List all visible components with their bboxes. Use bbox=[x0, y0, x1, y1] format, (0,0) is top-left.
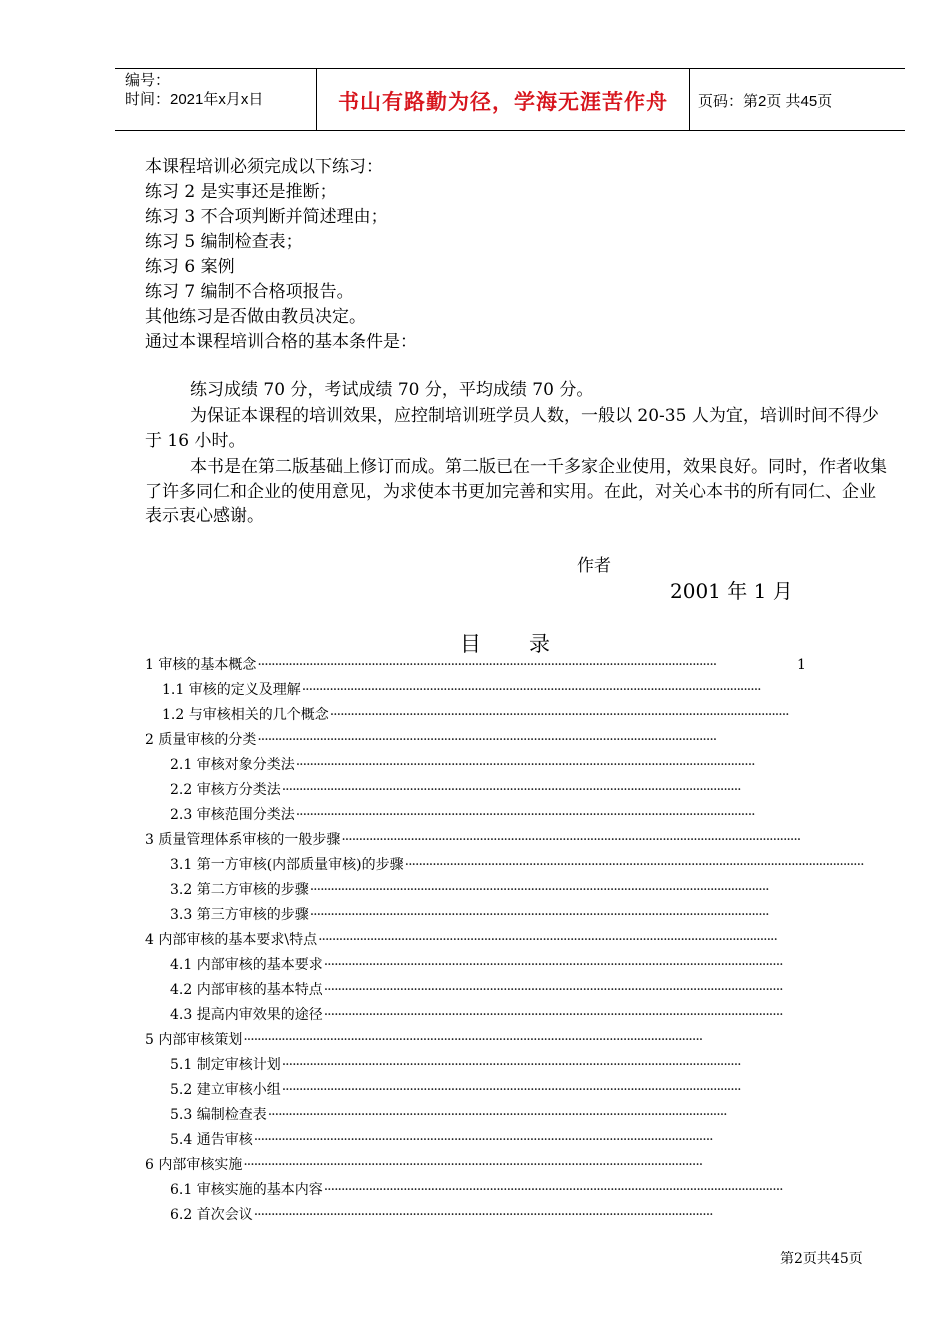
toc-leader: ····································································································································· bbox=[404, 857, 864, 873]
toc-entry[interactable] bbox=[170, 956, 795, 974]
toc-entry[interactable] bbox=[162, 706, 798, 724]
toc-entry-label: 4.1 内部审核的基本要求 bbox=[170, 957, 323, 973]
toc-leader: ····································································································································· bbox=[267, 1107, 727, 1123]
exercise-line: 练习 5 编制检查表； bbox=[145, 232, 303, 252]
toc-entry-label: 1.2 与审核相关的几个概念 bbox=[162, 707, 329, 723]
toc-entry-label: 5.1 制定审核计划 bbox=[170, 1057, 281, 1073]
toc-entry[interactable] bbox=[145, 1031, 798, 1049]
toc-leader: ····································································································································· bbox=[301, 682, 761, 698]
toc-entry-label: 2.1 审核对象分类法 bbox=[170, 757, 295, 773]
toc-entry[interactable] bbox=[170, 756, 798, 774]
toc-leader: ····································································································································· bbox=[243, 1032, 703, 1048]
page-header bbox=[115, 68, 905, 131]
toc-leader: ····································································································································· bbox=[281, 1082, 741, 1098]
toc-entry[interactable] bbox=[170, 1006, 795, 1024]
toc-entry[interactable] bbox=[170, 1081, 798, 1099]
toc-entry[interactable] bbox=[145, 931, 795, 949]
toc-entry-label: 1.1 审核的定义及理解 bbox=[162, 682, 301, 698]
toc-entry-label: 5.4 通告审核 bbox=[170, 1132, 253, 1148]
toc-entry[interactable] bbox=[145, 1156, 795, 1174]
scores-line: 练习成绩 70 分，考试成绩 70 分，平均成绩 70 分。 bbox=[190, 380, 594, 400]
toc-leader: ····································································································································· bbox=[295, 807, 755, 823]
document-number-label: 编号： bbox=[125, 72, 171, 89]
toc-entry-label: 3.1 第一方审核(内部质量审核)的步骤 bbox=[170, 857, 404, 873]
toc-entry-label: 6.1 审核实施的基本内容 bbox=[170, 1182, 323, 1198]
intro-line: 本课程培训必须完成以下练习： bbox=[145, 157, 383, 177]
toc-leader: ····································································································································· bbox=[318, 932, 777, 948]
toc-entry-label: 4.2 内部审核的基本特点 bbox=[170, 982, 323, 998]
header-page-cell bbox=[690, 69, 905, 130]
toc-leader: ····································································································································· bbox=[309, 882, 769, 898]
toc-page-number: 1 bbox=[797, 657, 806, 673]
document-time-label: 时间：2021年x月x日 bbox=[125, 91, 264, 108]
toc-entry-label: 3.2 第二方审核的步骤 bbox=[170, 882, 309, 898]
exercise-line: 练习 2 是实事还是推断； bbox=[145, 182, 337, 202]
toc-entry-label: 2.3 审核范围分类法 bbox=[170, 807, 295, 823]
toc-leader: ····································································································································· bbox=[253, 1132, 713, 1148]
toc-entry[interactable] bbox=[170, 1181, 795, 1199]
toc-entry[interactable] bbox=[162, 681, 798, 699]
toc-entry-label: 2.2 审核方分类法 bbox=[170, 782, 281, 798]
toc-entry[interactable] bbox=[170, 1206, 795, 1224]
toc-leader: ····································································································································· bbox=[281, 782, 741, 798]
toc-leader: ····································································································································· bbox=[309, 907, 769, 923]
toc-entry-label: 4 内部审核的基本要求\特点 bbox=[145, 932, 318, 948]
paragraph-class-size: 为保证本课程的培训效果，应控制培训班学员人数，一般以 20-35 人为宜，培训时间不得少于 16 小时。 bbox=[145, 406, 879, 451]
other-exercises-line: 其他练习是否做由教员决定。 bbox=[145, 307, 366, 327]
motto-text: 书山有路勤为径，学海无涯苦作舟 bbox=[338, 91, 668, 114]
toc-entry[interactable] bbox=[170, 906, 795, 924]
toc-entry[interactable] bbox=[170, 981, 795, 999]
toc-entry[interactable] bbox=[145, 731, 798, 749]
toc-leader: ····································································································································· bbox=[281, 1057, 741, 1073]
toc-entry-label: 3 质量管理体系审核的一般步骤 bbox=[145, 832, 341, 848]
toc-entry-label: 4.3 提高内审效果的途径 bbox=[170, 1007, 323, 1023]
toc-entry-label: 5 内部审核策划 bbox=[145, 1032, 243, 1048]
paragraph-acknowledgement: 本书是在第二版基础上修订而成。第二版已在一千多家企业使用，效果良好。同时，作者收集了许多同仁和企业的使用意见，为求使本书更加完善和实用。在此，对关心本书的所有同仁、企业表示衷心感谢。 bbox=[145, 457, 887, 526]
exercise-line: 练习 3 不合项判断并简述理由； bbox=[145, 207, 388, 227]
publication-date: 2001 年 1 月 bbox=[670, 579, 793, 603]
pass-condition-line: 通过本课程培训合格的基本条件是： bbox=[145, 332, 417, 352]
toc-entry[interactable] bbox=[170, 1056, 795, 1074]
author-label: 作者 bbox=[577, 556, 611, 576]
toc-entry[interactable] bbox=[170, 856, 864, 874]
toc-entry[interactable] bbox=[170, 781, 795, 799]
header-page-label: 页码：第2页 共45页 bbox=[698, 93, 833, 110]
toc-leader: ····································································································································· bbox=[323, 957, 783, 973]
toc-entry[interactable] bbox=[170, 806, 798, 824]
toc-entry-label: 6 内部审核实施 bbox=[145, 1157, 243, 1173]
toc-entry-label: 1 审核的基本概念 bbox=[145, 657, 257, 673]
toc-leader: ····································································································································· bbox=[253, 1207, 713, 1223]
toc-leader: ····································································································································· bbox=[341, 832, 801, 848]
toc-entry[interactable] bbox=[170, 1106, 798, 1124]
toc-leader: ····································································································································· bbox=[323, 1182, 783, 1198]
toc-entry-label: 5.2 建立审核小组 bbox=[170, 1082, 281, 1098]
header-motto-cell bbox=[317, 69, 690, 130]
toc-entry[interactable] bbox=[170, 1131, 798, 1149]
toc-leader: ····································································································································· bbox=[257, 657, 717, 673]
toc-entry-label: 5.3 编制检查表 bbox=[170, 1107, 267, 1123]
toc-entry[interactable] bbox=[145, 656, 805, 674]
toc-entry[interactable] bbox=[170, 881, 795, 899]
toc-entry-label: 2 质量审核的分类 bbox=[145, 732, 257, 748]
toc-entry-label: 3.3 第三方审核的步骤 bbox=[170, 907, 309, 923]
toc-entry[interactable] bbox=[145, 831, 801, 849]
header-meta-cell bbox=[115, 69, 317, 130]
toc-leader: ····································································································································· bbox=[323, 982, 783, 998]
toc-leader: ····································································································································· bbox=[323, 1007, 783, 1023]
toc-leader: ····································································································································· bbox=[243, 1157, 703, 1173]
exercise-line: 练习 6 案例 bbox=[145, 257, 235, 277]
footer-page-number: 第2页共45页 bbox=[780, 1251, 863, 1267]
toc-entry-label: 6.2 首次会议 bbox=[170, 1207, 253, 1223]
toc-leader: ····································································································································· bbox=[329, 707, 789, 723]
exercise-line: 练习 7 编制不合格项报告。 bbox=[145, 282, 354, 302]
toc-leader: ····································································································································· bbox=[295, 757, 755, 773]
toc-title: 目录 bbox=[460, 632, 598, 656]
toc-leader: ····································································································································· bbox=[257, 732, 717, 748]
